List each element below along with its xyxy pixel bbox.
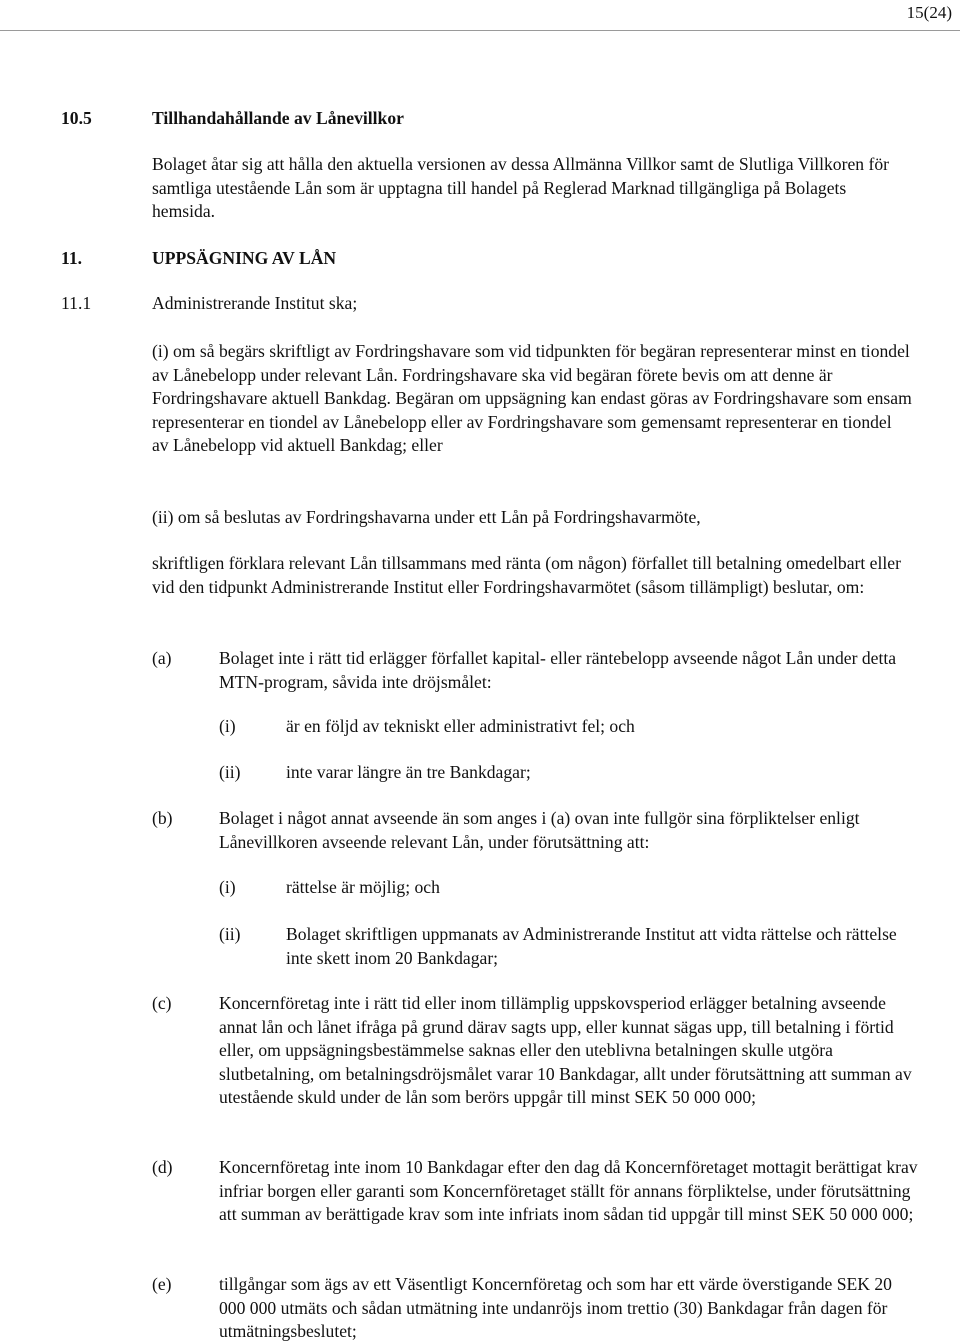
item-d-label: (d) — [152, 1157, 173, 1177]
item-b-label: (b) — [152, 808, 173, 828]
section-11-1-intro: Administrerande Institut ska; — [152, 293, 358, 313]
item-a-label: (a) — [152, 648, 172, 668]
item-a-text: Bolaget inte i rätt tid erlägger förfallet kapital- eller räntebelopp avseende något Lån under detta MTN-program, såvida inte dröjsmålet: — [219, 648, 897, 692]
section-10-5-body: Bolaget åtar sig att hålla den aktuella versionen av dessa Allmänna Villkor samt de Slutliga Villkoren för samtliga utestående Lån som är upptagna till handel på Reglerad Marknad tillgängliga på Bolagets hemsida. — [152, 154, 889, 221]
item-e-label: (e) — [152, 1274, 172, 1294]
item-b-sub-i-text: rättelse är möjlig; och — [286, 877, 440, 897]
section-10-5-title: Tillhandahållande av Lånevillkor — [152, 108, 404, 128]
item-a-sub-ii-label: (ii) — [219, 762, 241, 782]
section-11-1-number: 11.1 — [61, 293, 92, 313]
item-a-sub-ii-text: inte varar längre än tre Bankdagar; — [286, 762, 531, 782]
condition-i: (i) om så begärs skriftligt av Fordringshavare som vid tidpunkten för begäran representerar minst en tiondel av Lånebelopp under relevant Lån. Fordringshavare ska vid begäran förete bevis om att denne är Fordringshavare aktuell Bankdag. Begäran om uppsägning kan endast göras av Fordringshavare som ensam representerar en tiondel av Lånebelopp eller av Fordringshavare som gemensamt representerar en tiondel av Lånebelopp vid aktuell Bankdag; eller — [152, 341, 912, 455]
section-10-5-number: 10.5 — [61, 108, 92, 128]
item-b-sub-ii-text: Bolaget skriftligen uppmanats av Administrerande Institut att vidta rättelse och rättelse inte skett inom 20 Bankdagar; — [286, 924, 897, 968]
item-c-label: (c) — [152, 993, 172, 1013]
condition-ii: (ii) om så beslutas av Fordringshavarna under ett Lån på Fordringshavarmöte, — [152, 507, 701, 527]
section-11-title: UPPSÄGNING AV LÅN — [152, 248, 337, 268]
item-c-text: Koncernföretag inte i rätt tid eller inom tillämplig uppskovsperiod erlägger betalning avseende annat lån och lånet ifråga på grund därav sagts upp, eller kunnat sägas upp, till betalning i förtid eller, om uppsägningsbestämmelse saknas eller den uteblivna betalningen skulle utgöra slutbetalning, om betalningsdröjsmålet varar 10 Bankdagar, allt under förutsättning att summan av utestående skuld under de lån som berörs uppgår till minst SEK 50 000 000; — [219, 993, 912, 1107]
declaration: skriftligen förklara relevant Lån tillsammans med ränta (om någon) förfallet till betalning omedelbart eller vid den tidpunkt Administrerande Institut eller Fordringshavarmötet (såsom tillämpligt) beslutar, om: — [152, 553, 901, 597]
item-e-text: tillgångar som ägs av ett Väsentligt Koncernföretag och som har ett värde överstigande SEK 20 000 000 utmäts och sådan utmätning inte undanröjs inom trettio (30) Bankdagar från dagen för utmätningsbeslutet; — [219, 1274, 892, 1341]
item-a-sub-i-text: är en följd av tekniskt eller administrativt fel; och — [286, 716, 635, 736]
page-number: 15(24) — [906, 3, 952, 22]
header-rule — [0, 30, 960, 31]
item-a-sub-i-label: (i) — [219, 716, 236, 736]
section-11-number: 11. — [61, 248, 83, 268]
item-b-sub-ii-label: (ii) — [219, 924, 241, 944]
item-d-text: Koncernföretag inte inom 10 Bankdagar efter den dag då Koncernföretaget mottagit berättigat krav infriar borgen eller garanti som Koncernföretaget ställt för annans förpliktelse, under förutsättning att summan av berättigade krav som inte infriats inom sådan tid uppgår till minst SEK 50 000 000; — [219, 1157, 918, 1224]
item-b-sub-i-label: (i) — [219, 877, 236, 897]
item-b-text: Bolaget i något annat avseende än som anges i (a) ovan inte fullgör sina förpliktelser enligt Lånevillkoren avseende relevant Lån, under förutsättning att: — [219, 808, 860, 852]
